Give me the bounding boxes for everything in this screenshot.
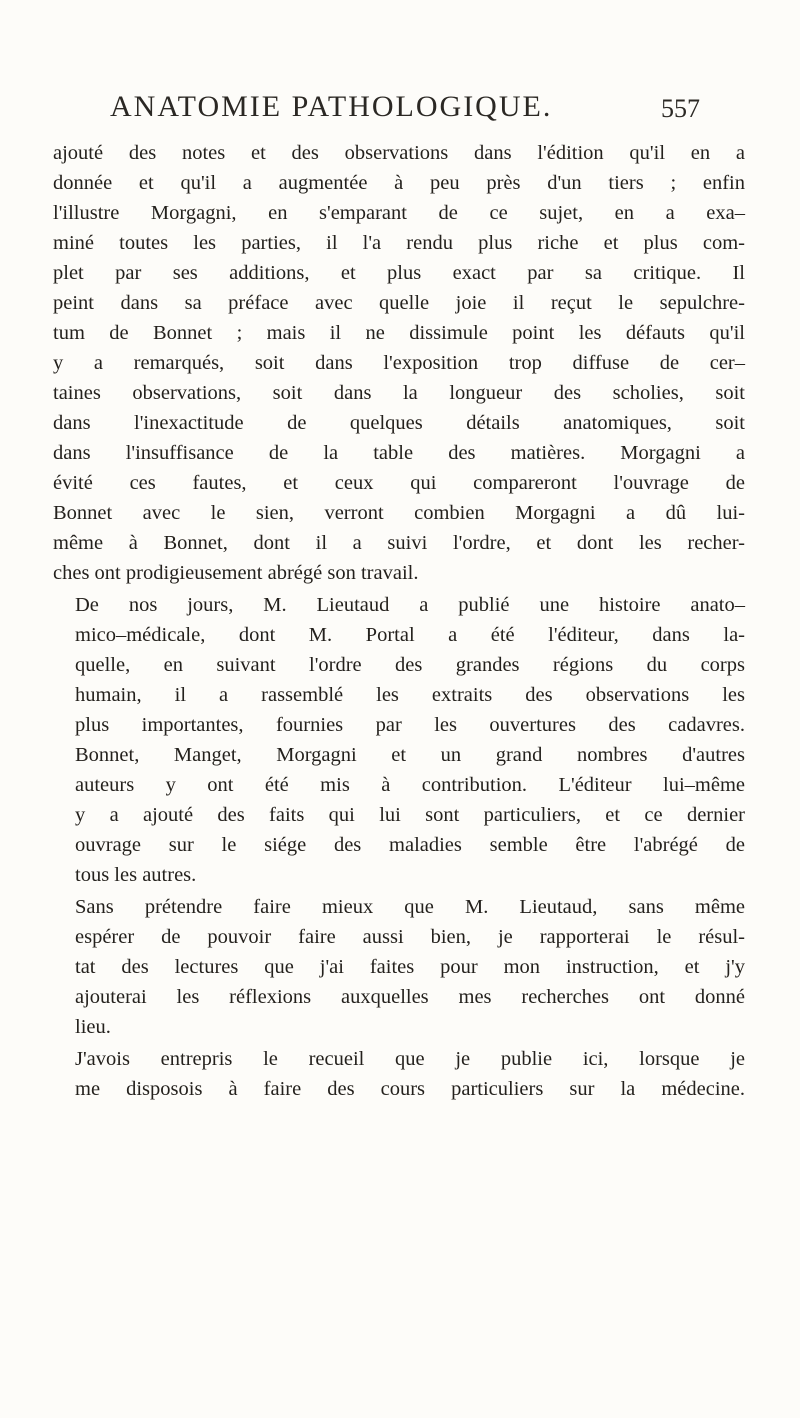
text-line: me disposois à faire des cours particuliers sur la médecine. [75, 1078, 745, 1100]
text-line: tous les autres. [75, 864, 197, 886]
text-line: peint dans sa préface avec quelle joie il reçut le sepulchre- [53, 292, 745, 314]
text-line: Bonnet, Manget, Morgagni et un grand nombres d'autres [75, 744, 745, 766]
text-line: Sans prétendre faire mieux que M. Lieutaud, sans même [75, 896, 745, 918]
text-line: Bonnet avec le sien, verront combien Morgagni a dû lui- [53, 502, 745, 524]
text-line: y a remarqués, soit dans l'exposition trop diffuse de cer– [53, 352, 745, 374]
text-line: miné toutes les parties, il l'a rendu plus riche et plus com- [53, 232, 745, 254]
text-line: taines observations, soit dans la longueur des scholies, soit [53, 382, 745, 404]
text-line: espérer de pouvoir faire aussi bien, je rapporterai le résul- [75, 926, 745, 948]
page-number: 557 [661, 94, 700, 123]
text-line: y a ajouté des faits qui lui sont particuliers, et ce dernier [75, 804, 745, 826]
paragraph-4 [53, 1044, 745, 1104]
text-line: quelle, en suivant l'ordre des grandes régions du corps [75, 654, 745, 676]
running-head [110, 90, 700, 130]
text-line: ches ont prodigieusement abrégé son travail. [53, 562, 419, 584]
text-line: dans l'inexactitude de quelques détails anatomiques, soit [53, 412, 745, 434]
text-line: auteurs y ont été mis à contribution. L'éditeur lui–même [75, 774, 745, 796]
text-line: ajouté des notes et des observations dans l'édition qu'il en a [53, 142, 745, 164]
text-line: l'illustre Morgagni, en s'emparant de ce sujet, en a exa– [53, 202, 745, 224]
text-line: évité ces fautes, et ceux qui compareront l'ouvrage de [53, 472, 745, 494]
body-text [53, 138, 745, 1106]
running-title: ANATOMIE PATHOLOGIQUE. [110, 90, 553, 123]
text-line: donnée et qu'il a augmentée à peu près d'un tiers ; enfin [53, 172, 745, 194]
paragraph-1 [53, 138, 745, 588]
text-line: tum de Bonnet ; mais il ne dissimule point les défauts qu'il [53, 322, 745, 344]
text-line: même à Bonnet, dont il a suivi l'ordre, et dont les recher- [53, 532, 745, 554]
text-line: De nos jours, M. Lieutaud a publié une histoire anato– [75, 594, 745, 616]
text-line: ouvrage sur le siége des maladies semble être l'abrégé de [75, 834, 745, 856]
text-line: plus importantes, fournies par les ouvertures des cadavres. [75, 714, 745, 736]
text-line: plet par ses additions, et plus exact par sa critique. Il [53, 262, 745, 284]
text-line: tat des lectures que j'ai faites pour mon instruction, et j'y [75, 956, 745, 978]
text-line: ajouterai les réflexions auxquelles mes recherches ont donné [75, 986, 745, 1008]
text-line: J'avois entrepris le recueil que je publie ici, lorsque je [75, 1048, 745, 1070]
text-line: dans l'insuffisance de la table des matières. Morgagni a [53, 442, 745, 464]
paragraph-3 [53, 892, 745, 1042]
text-line: mico–médicale, dont M. Portal a été l'éditeur, dans la- [75, 624, 745, 646]
text-line: humain, il a rassemblé les extraits des observations les [75, 684, 745, 706]
paragraph-2 [53, 590, 745, 890]
text-line: lieu. [75, 1016, 111, 1038]
